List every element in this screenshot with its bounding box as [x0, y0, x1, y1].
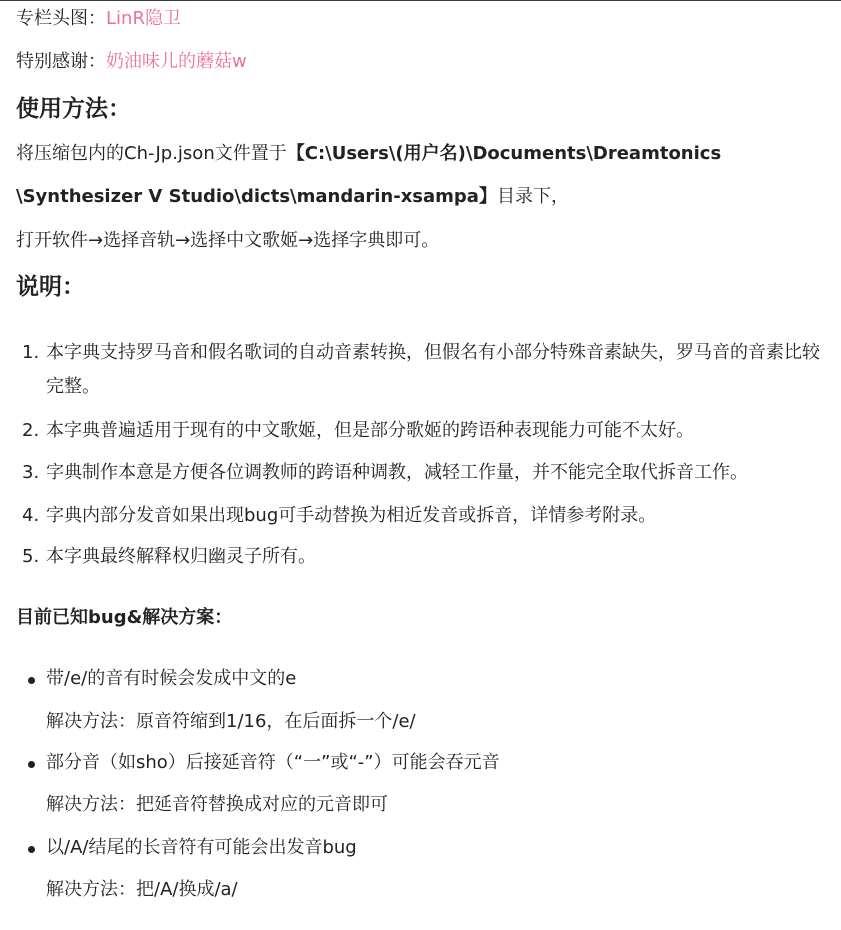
list-item [22, 499, 831, 533]
bug-item-text: 以/A/结尾的长音符有可能会出发音bug [46, 837, 357, 858]
cover-link[interactable]: LinR隐卫 [106, 8, 181, 29]
usage-line-1 [16, 141, 721, 167]
list-item-text: 字典制作本意是方便各位调教师的跨语种调教，减轻工作量，并不能完全取代拆音工作。 [46, 462, 748, 483]
usage-line1-path: 【C:\Users\(用户名)\Documents\Dreamtonics [286, 143, 722, 164]
list-number: 1. [22, 342, 40, 363]
bullet-icon [28, 846, 35, 853]
bug-item [46, 831, 831, 865]
list-item-text: 字典内部分发音如果出现bug可手动替换为相近发音或拆音，详情参考附录。 [46, 505, 657, 526]
usage-line-2 [16, 184, 569, 210]
list-item-text: 本字典普遍适用于现有的中文歌姬，但是部分歌姬的跨语种表现能力可能不太好。 [46, 420, 694, 441]
usage-heading: 使用方法： [16, 96, 131, 122]
usage-line2-path: \Synthesizer V Studio\dicts\mandarin-xsampa】 [16, 186, 497, 207]
bug-item [46, 662, 831, 696]
top-divider [0, 0, 841, 1]
usage-line-3: 打开软件→选择音轨→选择中文歌姬→选择字典即可。 [16, 230, 440, 251]
bug-item-text: 带/e/的音有时候会发成中文的e [46, 668, 297, 689]
bug-solution: 解决方法：把/A/换成/a/ [46, 879, 238, 900]
usage-line2-suffix: 目录下， [496, 186, 569, 207]
list-item [22, 540, 831, 574]
list-number: 5. [22, 546, 40, 567]
bugs-heading: 目前已知bug&解决方案： [16, 607, 233, 628]
header-line-cover [16, 6, 181, 32]
list-item-text: 本字典支持罗马音和假名歌词的自动音素转换，但假名有小部分特殊音素缺失，罗马音的音素比较完整。 [46, 342, 820, 397]
bug-item [46, 746, 831, 780]
cover-label: 专栏头图： [16, 8, 106, 29]
list-item [22, 456, 831, 490]
list-item-text: 本字典最终解释权归幽灵子所有。 [46, 546, 316, 567]
list-number: 2. [22, 420, 40, 441]
list-number: 4. [22, 505, 40, 526]
bullet-icon [28, 761, 35, 768]
notes-heading: 说明： [16, 274, 85, 300]
thanks-label: 特别感谢： [16, 51, 106, 72]
header-line-thanks [16, 49, 247, 75]
list-item [22, 414, 831, 448]
bug-solution: 解决方法：把延音符替换成对应的元音即可 [46, 794, 388, 815]
list-item [22, 336, 831, 404]
bug-solution: 解决方法：原音符缩到1/16，在后面拆一个/e/ [46, 711, 416, 732]
thanks-link[interactable]: 奶油味儿的蘑菇w [106, 51, 247, 72]
bug-item-text: 部分音（如sho）后接延音符（“一”或“-”）可能会吞元音 [46, 752, 500, 773]
bullet-icon [28, 677, 35, 684]
usage-line1-prefix: 将压缩包内的Ch-Jp.json文件置于 [16, 143, 287, 164]
list-number: 3. [22, 462, 40, 483]
